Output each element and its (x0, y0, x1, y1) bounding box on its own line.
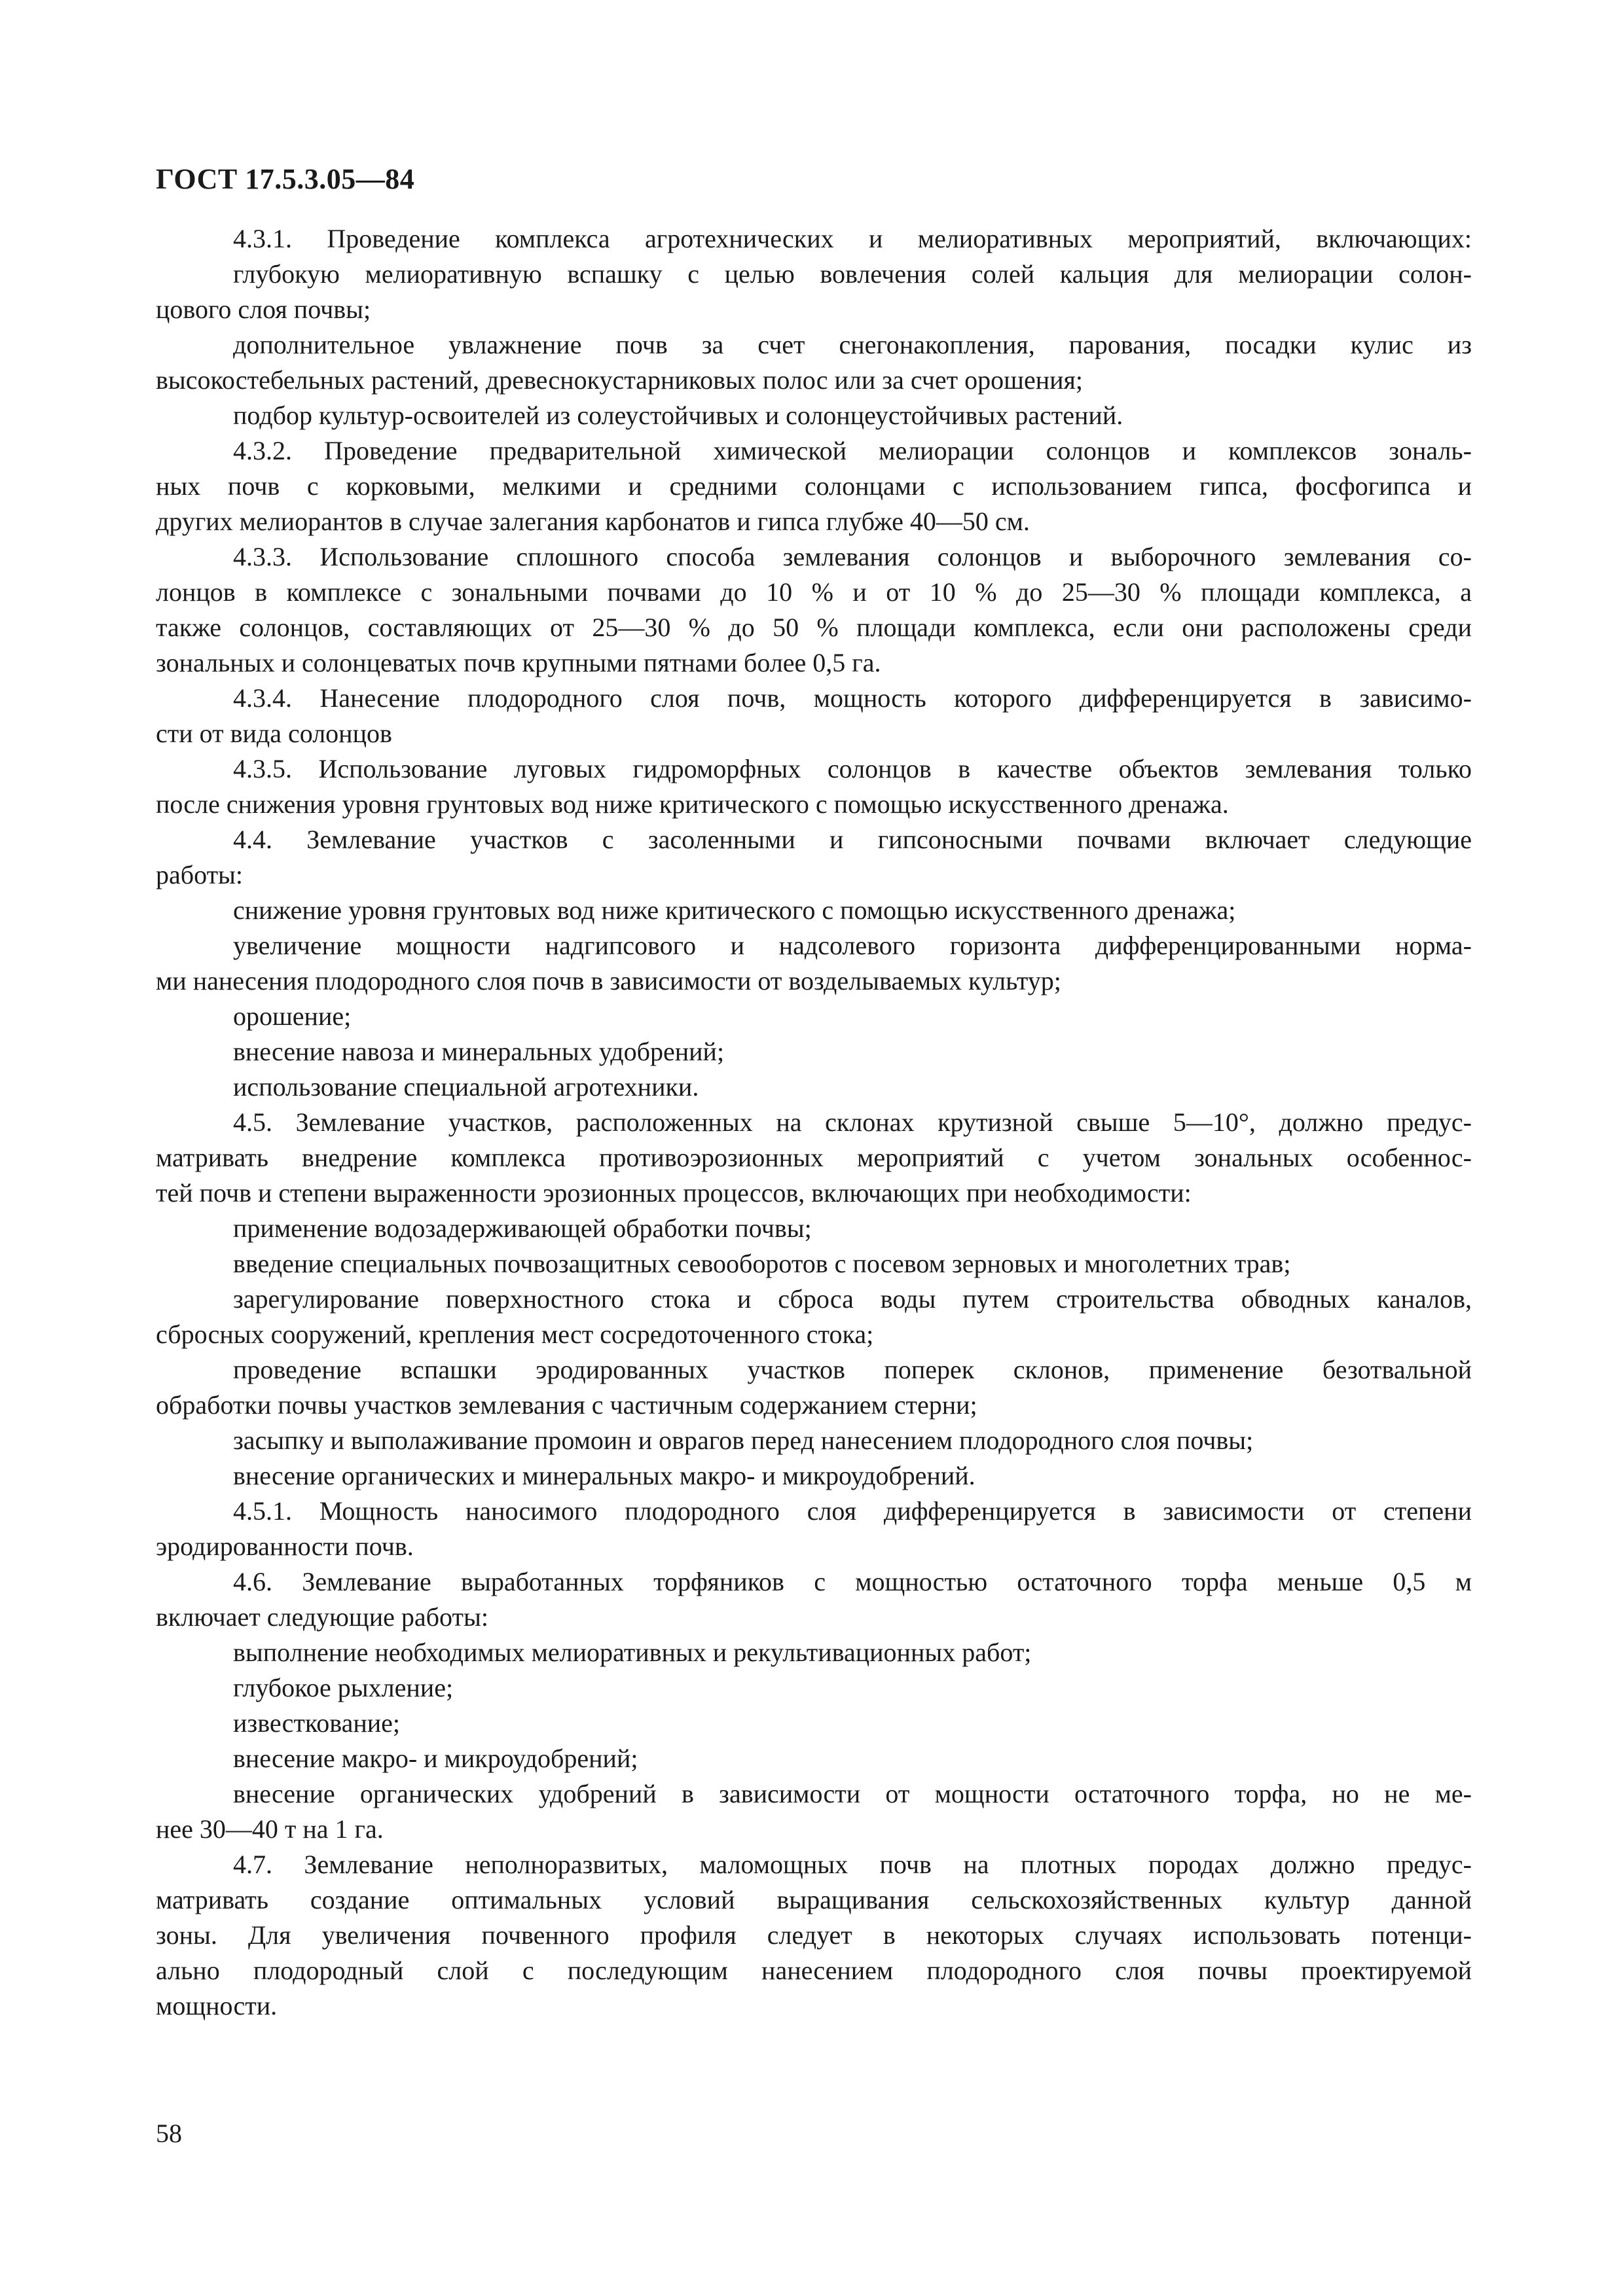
text-line: зарегулирование поверхностного стока и сброса воды путем строительства обводных каналов, (233, 1284, 1472, 1314)
page-number: 58 (156, 2119, 182, 2148)
text-line: 4.3.2. Проведение предварительной химической мелиорации солонцов и комплексов зональ- (233, 436, 1472, 465)
text-line: подбор культур-освоителей из солеустойчивых и солонцеустойчивых растений. (233, 401, 1123, 430)
text-line: орошение; (233, 1001, 352, 1031)
text-line: ально плодородный слой с последующим нанесением плодородного слоя почвы проектируемой (156, 1956, 1472, 1985)
text-line: эродированности почв. (156, 1532, 414, 1561)
text-line: применение водозадерживающей обработки почвы; (233, 1213, 812, 1243)
text-line: 4.3.3. Использование сплошного способа землевания солонцов и выборочного землевания со- (233, 542, 1472, 571)
text-line: глубокое рыхление; (233, 1673, 454, 1702)
text-line: цового слоя почвы; (156, 295, 371, 324)
text-line: ных почв с корковыми, мелкими и средними солонцами с использованием гипса, фосфогипса и (156, 471, 1472, 501)
text-line: 4.5.1. Мощность наносимого плодородного слоя дифференцируется в зависимости от степени (233, 1496, 1472, 1526)
text-line: 4.5. Землевание участков, расположенных на склонах крутизной свыше 5—10°, должно предус- (233, 1107, 1472, 1137)
text-line: снижение уровня грунтовых вод ниже критического с помощью искусственного дренажа; (233, 895, 1236, 925)
text-line: зоны. Для увеличения почвенного профиля следует в некоторых случаях использовать потенци- (156, 1920, 1472, 1950)
text-line: введение специальных почвозащитных севооборотов с посевом зерновых и многолетних трав; (233, 1249, 1291, 1278)
text-line: известкование; (233, 1708, 401, 1738)
text-line: тей почв и степени выраженности эрозионных процессов, включающих при необходимости: (156, 1178, 1192, 1208)
text-line: обработки почвы участков землевания с частичным содержанием стерни; (156, 1390, 977, 1420)
document-header: ГОСТ 17.5.3.05—84 (156, 163, 415, 195)
text-line: 4.7. Землевание неполноразвитых, маломощных почв на плотных породах должно предус- (233, 1850, 1472, 1879)
text-line: 4.4. Землевание участков с засоленными и гипсоносными почвами включает следующие (233, 825, 1472, 854)
text-line: матривать создание оптимальных условий выращивания сельскохозяйственных культур данной (156, 1885, 1472, 1914)
text-line: 4.3.5. Использование луговых гидроморфных солонцов в качестве объектов землевания только (233, 754, 1472, 783)
text-line: использование специальной агротехники. (233, 1072, 699, 1102)
text-line: внесение навоза и минеральных удобрений; (233, 1037, 725, 1066)
text-line: глубокую мелиоративную вспашку с целью вовлечения солей кальция для мелиорации солон- (233, 259, 1472, 289)
text-line: сти от вида солонцов (156, 719, 392, 748)
text-line: проведение вспашки эродированных участков поперек склонов, применение безотвальной (233, 1355, 1472, 1384)
text-line: зональных и солонцеватых почв крупными пятнами более 0,5 га. (156, 648, 881, 677)
text-line: мощности. (156, 1991, 278, 2020)
text-line: лонцов в комплексе с зональными почвами до 10 % и от 10 % до 25—30 % площади комплекса, а (156, 577, 1472, 607)
text-line: 4.3.1. Проведение комплекса агротехнических и мелиоративных мероприятий, включающих: (233, 224, 1472, 253)
document-body (156, 221, 1472, 2024)
text-line: засыпку и выполаживание промоин и оврагов перед нанесением плодородного слоя почвы; (233, 1426, 1254, 1455)
text-line: включает следующие работы: (156, 1602, 488, 1632)
text-line: внесение органических удобрений в зависимости от мощности остаточного торфа, но не ме- (233, 1779, 1472, 1808)
text-line: 4.6. Землевание выработанных торфяников с мощностью остаточного торфа меньше 0,5 м (233, 1567, 1472, 1596)
text-line: матривать внедрение комплекса противоэрозионных мероприятий с учетом зональных особеннос- (156, 1143, 1472, 1172)
text-line: увеличение мощности надгипсового и надсолевого горизонта дифференцированными норма- (233, 931, 1472, 960)
text-line: ми нанесения плодородного слоя почв в зависимости от возделываемых культур; (156, 966, 1061, 996)
text-line: дополнительное увлажнение почв за счет снегонакопления, парования, посадки кулис из (233, 330, 1472, 359)
text-line: работы: (156, 860, 244, 889)
text-line: нее 30—40 т на 1 га. (156, 1814, 384, 1844)
text-line: выполнение необходимых мелиоративных и рекультивационных работ; (233, 1638, 1032, 1667)
text-line: сбросных сооружений, крепления мест сосредоточенного стока; (156, 1319, 874, 1349)
text-line: внесение органических и минеральных макро- и микроудобрений. (233, 1461, 976, 1490)
text-line: высокостебельных растений, древеснокустарниковых полос или за счет орошения; (156, 365, 1084, 395)
text-line: других мелиорантов в случае залегания карбонатов и гипса глубже 40—50 см. (156, 507, 1030, 536)
text-line: внесение макро- и микроудобрений; (233, 1744, 638, 1773)
text-line: также солонцов, составляющих от 25—30 % до 50 % площади комплекса, если они расположены среди (156, 613, 1472, 642)
text-line: после снижения уровня грунтовых вод ниже критического с помощью искусственного дренажа. (156, 789, 1229, 819)
text-line: 4.3.4. Нанесение плодородного слоя почв, мощность которого дифференцируется в зависимо- (233, 683, 1472, 713)
